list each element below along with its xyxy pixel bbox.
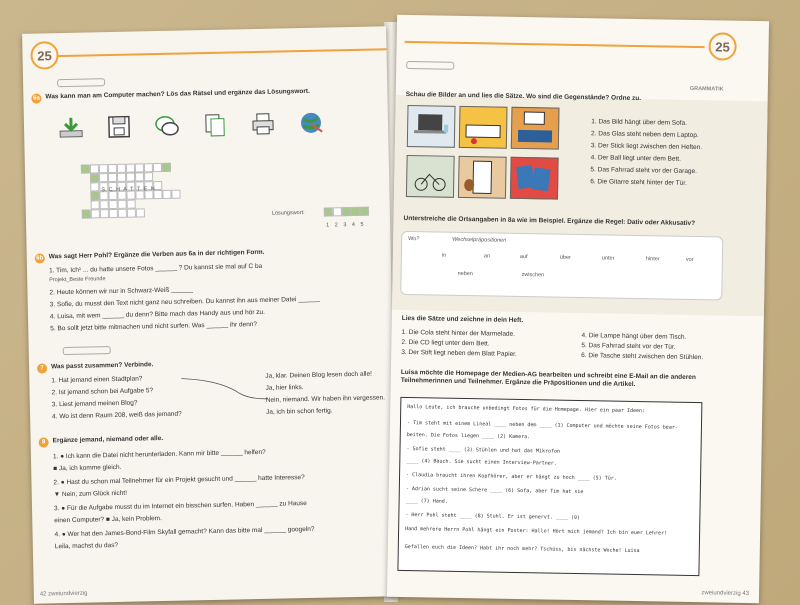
exercise-marker: 8 <box>39 437 49 447</box>
letter-line: Gefallen euch die Ideen? Habt ihr noch mehr? Tschüss, bis nächste Woche! Luisa <box>404 544 640 555</box>
exercise-line: 4. Luisa, mit wem ______ du denn? Bitte mach das Handy aus und hör zu. <box>49 308 266 321</box>
prep-auf: auf <box>519 253 528 261</box>
match-right-item: Ja, klar. Deinen Blog lesen doch alle! <box>265 370 372 380</box>
section-pill <box>63 346 111 355</box>
exercise-line: 1. ● Ich kann die Datei nicht herunterladen. Kann mir bitte ______ helfen? <box>52 448 266 461</box>
letter-line: - Claudia braucht ihren Kopfhörer, aber er hängt zu hoch ____ (5) Tür. <box>406 472 617 482</box>
exercise-line: ▼ Nein, zum Glück nicht! <box>53 489 128 499</box>
grammar-label: GRAMMATIK <box>689 85 724 93</box>
header-line <box>405 41 705 48</box>
sentence-item: 3. Der Stick liegt zwischen den Heften. <box>590 142 703 152</box>
prep-neben: neben <box>457 270 473 278</box>
box-title: Wechselpräpositionen <box>452 236 507 244</box>
exercise-title: Unterstreiche die Ortsangaben in 8a wie im Beispiel. Ergänze die Regel: Dativ oder Akkusativ? <box>403 214 696 228</box>
exercise-line: 3. Sofie, du musst den Text nicht ganz neu schreiben. Du kannst ihn aus meiner Datei ______ <box>49 295 320 309</box>
exercise-title: Luisa möchte die Homepage der Medien-AG bearbeiten und schreibt eine E-Mail an die anderen Teilnehmerinnen und Teilnehmer. Ergänze die Präpositionen und die Artikel. <box>400 368 696 388</box>
letter-line: - Tim steht mit einem Lineal ____ neben dem ____ (1) Computer und möchte seine Fotos bear- <box>406 420 678 431</box>
exercise-title: Ergänze jemand, niemand oder alle. <box>52 435 164 445</box>
crossword-entry: S C H A T T E N <box>101 186 156 194</box>
exercise-title: Was passt zusammen? Verbinde. <box>50 361 154 371</box>
copy-document-icon <box>202 112 229 139</box>
question-label: Wo? <box>408 236 420 243</box>
sentence-item: 5. Das Fahrrad steht vor der Garage. <box>590 166 698 176</box>
exercise-line: 5. Bo sollt jetzt bitte mitmachen und nicht surfen. Was ______ ihr denn? <box>50 321 258 333</box>
download-icon <box>58 115 85 142</box>
section-pill <box>57 78 105 87</box>
crossword-grid <box>81 162 202 234</box>
chat-icon <box>154 113 181 140</box>
page-footer: 42 zweiundvierzig <box>39 590 88 598</box>
picture-sofa <box>511 107 560 150</box>
draw-sentence: 5. Das Fahrrad steht vor der Tür. <box>581 342 676 351</box>
letter-line: beiten. Die Fotos liegen ____ (2) Kamera. <box>406 432 531 441</box>
picture-notebooks <box>510 157 559 200</box>
solution-label: Lösungswort: <box>271 209 305 217</box>
save-icon <box>106 114 133 141</box>
letter-line: - Herr Pohl steht ____ (8) Stuhl. Er ist genervt. ____ (9) <box>405 512 581 522</box>
letter-line: - Adrian sucht seine Schere ____ (6) Sofa, aber Tim hat sie <box>405 486 584 496</box>
exercise-marker: 7 <box>37 363 47 373</box>
exercise-line: 4. ● Wer hat den James-Bond-Film Skyfall gemacht? Kann das bitte mal ______ googeln? <box>54 525 315 539</box>
exercise-line: ■ Ja, ich komme gleich. <box>53 463 122 473</box>
prep-an: an <box>483 253 491 260</box>
match-left-item: 2. Ist jemand schon bei Aufgabe 5? <box>51 387 154 397</box>
globe-icon <box>298 110 325 137</box>
match-connector-line <box>179 375 270 417</box>
exercise-line: einen Computer? ■ Ja, kein Problem. <box>54 515 162 525</box>
exercise-line: 3. ● Für die Aufgabe musst du im Internet ein bisschen surfen. Haben ______ zu Hause <box>53 500 307 513</box>
exercise-line: Leila, machst du das? <box>54 541 119 551</box>
letter-line: - Sofie steht ____ (3) Stühlen und hat das Mikrofon <box>406 446 561 455</box>
prep-ueber: über <box>559 254 571 261</box>
prep-hinter: hinter <box>645 256 660 263</box>
match-left-item: 4. Wo ist denn Raum 208, weiß das jemand? <box>52 410 182 421</box>
exercise-title: Schau die Bilder an und lies die Sätze. Wo sind die Gegenstände? Ordne zu. <box>405 90 642 103</box>
exercise-title: Was sagt Herr Pohl? Ergänze die Verben aus 6a in der richtigen Form. <box>48 248 265 261</box>
picture-laptop <box>407 105 456 148</box>
draw-sentence: 6. Die Tasche steht zwischen den Stühlen. <box>581 352 704 362</box>
letter-line: Hallo Leute, ich brauche unbedingt Fotos für die Homepage. Hier ein paar Ideen: <box>407 404 646 415</box>
solution-numbers: 1 2 3 4 5 <box>326 221 366 229</box>
draw-sentence: 2. Die CD liegt unter dem Bett. <box>401 338 490 348</box>
match-left-item: 1. Hat jemand einen Stadtplan? <box>51 375 143 385</box>
exercise-marker: 6b <box>35 253 45 263</box>
header-line <box>57 48 387 57</box>
unit-number-badge: 25 <box>708 32 736 60</box>
right-page <box>387 15 769 603</box>
match-right-item: Ja, ich bin schon fertig. <box>265 407 333 416</box>
draw-sentence: 3. Der Stift liegt neben dem Blatt Papier. <box>401 348 517 358</box>
exercise-line: 2. ● Hast du schon mal Teilnehmer für ein Projekt gesucht und ______ hatte Interesse? <box>53 474 305 487</box>
picture-bed <box>459 106 508 149</box>
email-letter-box <box>397 397 702 576</box>
exercise-marker: 6a <box>31 93 41 103</box>
solution-boxes <box>324 207 374 218</box>
prep-zwischen: zwischen <box>521 272 545 279</box>
page-footer: zweiundvierzig 43 <box>701 590 750 598</box>
match-right-item: Ja, hier links. <box>265 384 304 392</box>
prepositions-box <box>400 231 723 301</box>
exercise-line: 2. Heute können wir nur in Schwarz-Weiß ______ <box>49 286 193 297</box>
prep-in: in <box>441 252 447 259</box>
exercise-title: Was kann man am Computer machen? Lös das Rätsel und ergänze das Lösungswort. <box>45 87 310 101</box>
draw-sentence: 4. Die Lampe hängt über dem Tisch. <box>581 332 687 341</box>
section-pill <box>406 61 454 70</box>
exercise-line: Projekt_Beste Freunde <box>49 276 106 284</box>
unit-number-badge: 25 <box>30 41 59 70</box>
draw-sentence: 1. Die Cola steht hinter der Marmelade. <box>401 328 516 338</box>
sentence-item: 4. Der Ball liegt unter dem Bett. <box>590 154 682 163</box>
prep-vor: vor <box>685 256 694 264</box>
match-left-item: 3. Liest jemand meinen Blog? <box>51 399 138 409</box>
sentence-item: 2. Das Glas steht neben dem Laptop. <box>591 130 699 140</box>
exercise-title: Lies die Sätze und zeichne in dein Heft. <box>401 314 524 325</box>
letter-line: ____ (7) Hand. <box>405 498 448 505</box>
printer-icon <box>250 111 277 138</box>
prep-unter: unter <box>601 255 615 262</box>
exercise-line: 1. Tim, Ich¹ ... du hatte unsere Fotos ______ ? Du kannst sie mal auf C ba <box>48 262 263 275</box>
letter-line: ____ (4) Bauch. Sie sucht einen Interview-Partner. <box>406 458 557 467</box>
picture-guitar-door <box>458 156 507 199</box>
letter-line: Hand mehrere Herrn Pohl hängt ein Poster: Hallo! Hört mich jemand? Ich bin euer Lehrer! <box>405 526 668 537</box>
sentence-item: 6. Die Gitarre steht hinter der Tür. <box>590 178 687 187</box>
sentence-item: 1. Das Bild hängt über dem Sofa. <box>591 118 688 127</box>
left-page <box>22 26 398 603</box>
picture-bicycle <box>406 155 455 198</box>
match-right-item: Nein, niemand. Wir haben ihn vergessen. <box>265 394 386 404</box>
